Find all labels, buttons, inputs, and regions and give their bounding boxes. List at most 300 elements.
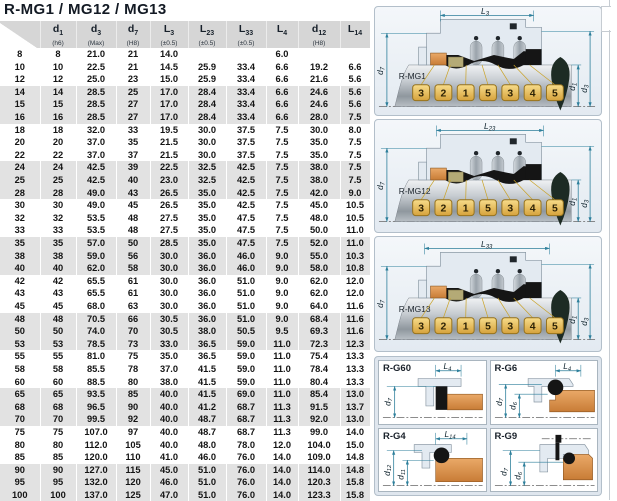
value-cell: 13.7 bbox=[340, 401, 370, 414]
size-cell: 100 bbox=[0, 489, 40, 501]
value-cell: 76.0 bbox=[226, 464, 266, 477]
size-column-header bbox=[0, 21, 40, 48]
column-header: $L_{33}$ (±0.5) bbox=[226, 21, 266, 48]
table-row bbox=[0, 489, 370, 501]
column-header: $L_3$ (±0.5) bbox=[150, 21, 188, 48]
svg-text:L33: L33 bbox=[481, 239, 493, 250]
table-row bbox=[0, 313, 370, 326]
value-cell: 41.2 bbox=[188, 401, 226, 414]
value-cell: 59.0 bbox=[226, 363, 266, 376]
svg-text:d7: d7 bbox=[375, 299, 386, 308]
value-cell: 15.8 bbox=[340, 489, 370, 501]
value-cell: 14.0 bbox=[266, 476, 298, 489]
table-row bbox=[0, 262, 370, 275]
value-cell: 10.5 bbox=[340, 199, 370, 212]
size-cell: 15 bbox=[0, 98, 40, 111]
value-cell: 85.4 bbox=[298, 388, 340, 401]
value-cell: 45.0 bbox=[298, 199, 340, 212]
value-cell: 22.5 bbox=[150, 161, 188, 174]
value-cell: 53.5 bbox=[76, 224, 116, 237]
table-row bbox=[0, 439, 370, 452]
seat-elastomer bbox=[526, 49, 542, 65]
value-cell: 12.0 bbox=[266, 439, 298, 452]
value-cell: 24 bbox=[40, 161, 76, 174]
value-cell: 55.0 bbox=[298, 250, 340, 263]
value-cell: 11.0 bbox=[266, 363, 298, 376]
value-cell: 25.0 bbox=[76, 73, 116, 86]
value-cell: 50 bbox=[116, 237, 150, 250]
value-cell: 33.4 bbox=[226, 73, 266, 86]
table-row bbox=[0, 73, 370, 86]
value-cell: 21.5 bbox=[150, 136, 188, 149]
value-cell: 21 bbox=[116, 61, 150, 74]
value-cell: 127.0 bbox=[76, 464, 116, 477]
seat-elastomer bbox=[526, 282, 542, 298]
svg-text:d3: d3 bbox=[579, 317, 590, 326]
value-cell: 5.6 bbox=[340, 98, 370, 111]
size-cell: 25 bbox=[0, 174, 40, 187]
value-cell: 26.5 bbox=[150, 187, 188, 200]
value-cell: 24.6 bbox=[298, 98, 340, 111]
table-row bbox=[0, 237, 370, 250]
value-cell: 38.0 bbox=[150, 376, 188, 389]
seat-ring bbox=[431, 53, 447, 65]
value-cell: 28.5 bbox=[76, 98, 116, 111]
size-cell: 58 bbox=[0, 363, 40, 376]
part-number-label: 3 bbox=[507, 322, 513, 333]
value-cell: 96.5 bbox=[76, 401, 116, 414]
seat-diagram-drawing-g6 bbox=[491, 361, 598, 424]
value-cell: 41.0 bbox=[150, 451, 188, 464]
value-cell: 6.0 bbox=[266, 48, 298, 61]
size-cell: 20 bbox=[0, 136, 40, 149]
value-cell: 36.0 bbox=[188, 313, 226, 326]
value-cell: 30.5 bbox=[150, 325, 188, 338]
value-cell: 123.3 bbox=[298, 489, 340, 501]
value-cell: 91.5 bbox=[298, 401, 340, 414]
value-cell: 30.0 bbox=[188, 124, 226, 137]
part-number-label: 5 bbox=[485, 89, 491, 100]
value-cell: 6.6 bbox=[340, 61, 370, 74]
value-cell: 69.3 bbox=[298, 325, 340, 338]
value-cell: 27 bbox=[116, 111, 150, 124]
value-cell: 12.0 bbox=[340, 275, 370, 288]
value-cell: 137.0 bbox=[76, 489, 116, 501]
seal-diagram-mg12 bbox=[374, 119, 602, 233]
dim-label-d7: d7 bbox=[498, 467, 509, 476]
table-row bbox=[0, 376, 370, 389]
value-cell: 72.3 bbox=[298, 338, 340, 351]
value-cell: 21.0 bbox=[76, 48, 116, 61]
size-cell: 38 bbox=[0, 250, 40, 263]
dim-label-d6: d6 bbox=[512, 471, 523, 480]
value-cell: 10.8 bbox=[340, 262, 370, 275]
table-row bbox=[0, 363, 370, 376]
svg-text:d1: d1 bbox=[567, 316, 578, 324]
value-cell: 51.0 bbox=[226, 287, 266, 300]
size-cell: 95 bbox=[0, 476, 40, 489]
part-number-label: 3 bbox=[418, 204, 424, 215]
table-row bbox=[0, 149, 370, 162]
size-cell: 53 bbox=[0, 338, 40, 351]
value-cell: 10.5 bbox=[340, 212, 370, 225]
value-cell: 109.0 bbox=[298, 451, 340, 464]
table-row bbox=[0, 300, 370, 313]
value-cell: 33.4 bbox=[226, 111, 266, 124]
svg-text:d3: d3 bbox=[579, 199, 590, 208]
value-cell: 59.0 bbox=[226, 338, 266, 351]
size-cell: 50 bbox=[0, 325, 40, 338]
dim-label-d11: d11 bbox=[395, 469, 406, 480]
value-cell: 7.5 bbox=[340, 174, 370, 187]
value-cell: 46.0 bbox=[226, 250, 266, 263]
value-cell: 114.0 bbox=[298, 464, 340, 477]
table-row bbox=[0, 136, 370, 149]
value-cell: 22 bbox=[40, 149, 76, 162]
table-row bbox=[0, 187, 370, 200]
value-cell: 9.0 bbox=[266, 262, 298, 275]
diagram-name: R-MG13 bbox=[399, 304, 431, 314]
size-cell: 14 bbox=[0, 86, 40, 99]
value-cell: 45.0 bbox=[150, 464, 188, 477]
value-cell: 65.5 bbox=[76, 287, 116, 300]
value-cell: 80 bbox=[40, 439, 76, 452]
value-cell: 15.0 bbox=[150, 73, 188, 86]
value-cell: 14.5 bbox=[150, 61, 188, 74]
size-cell: 65 bbox=[0, 388, 40, 401]
table-row bbox=[0, 124, 370, 137]
value-cell: 68.0 bbox=[76, 300, 116, 313]
value-cell: 6.6 bbox=[266, 111, 298, 124]
part-number-label: 2 bbox=[441, 89, 447, 100]
value-cell: 6.6 bbox=[266, 61, 298, 74]
value-cell: 115 bbox=[116, 464, 150, 477]
value-cell: 25.9 bbox=[188, 61, 226, 74]
value-cell: 38.0 bbox=[298, 174, 340, 187]
value-cell: 43 bbox=[116, 187, 150, 200]
value-cell: 48 bbox=[116, 224, 150, 237]
value-cell: 61 bbox=[116, 275, 150, 288]
value-cell: 6.6 bbox=[266, 98, 298, 111]
value-cell: 57.0 bbox=[76, 237, 116, 250]
value-cell: 37.0 bbox=[150, 363, 188, 376]
value-cell: 30.0 bbox=[150, 287, 188, 300]
value-cell: 7.5 bbox=[340, 136, 370, 149]
value-cell: 14.8 bbox=[340, 464, 370, 477]
value-cell: 92 bbox=[116, 413, 150, 426]
table-row bbox=[0, 98, 370, 111]
value-cell: 97 bbox=[116, 426, 150, 439]
value-cell: 6.6 bbox=[266, 73, 298, 86]
value-cell: 23 bbox=[116, 73, 150, 86]
value-cell: 53 bbox=[40, 338, 76, 351]
value-cell: 75 bbox=[116, 350, 150, 363]
dim-label-l4: L4 bbox=[563, 361, 572, 372]
page-edge bbox=[609, 30, 610, 500]
column-header: $L_4$ bbox=[266, 21, 298, 48]
value-cell: 51.0 bbox=[226, 313, 266, 326]
value-cell: 7.5 bbox=[340, 111, 370, 124]
value-cell: 107.0 bbox=[76, 426, 116, 439]
column-header: $L_{14}$ bbox=[340, 21, 370, 48]
set-screw bbox=[555, 434, 561, 442]
seat-elastomer bbox=[526, 164, 542, 180]
value-cell: 28.4 bbox=[188, 111, 226, 124]
value-cell: 76.0 bbox=[226, 476, 266, 489]
value-cell: 9.0 bbox=[266, 287, 298, 300]
value-cell: 14.0 bbox=[340, 426, 370, 439]
housing-step bbox=[419, 47, 427, 65]
size-cell: 16 bbox=[0, 111, 40, 124]
table-row bbox=[0, 413, 370, 426]
table-row bbox=[0, 401, 370, 414]
value-cell: 21 bbox=[116, 48, 150, 61]
value-cell: 104.0 bbox=[298, 439, 340, 452]
value-cell: 28.0 bbox=[298, 111, 340, 124]
value-cell: 28.4 bbox=[188, 86, 226, 99]
value-cell: 27.5 bbox=[150, 212, 188, 225]
value-cell: 10.3 bbox=[340, 250, 370, 263]
value-cell: 9.0 bbox=[266, 275, 298, 288]
value-cell: 78 bbox=[116, 363, 150, 376]
value-cell: 11.3 bbox=[266, 401, 298, 414]
value-cell: 51.0 bbox=[226, 275, 266, 288]
value-cell: 13.3 bbox=[340, 363, 370, 376]
size-cell: 18 bbox=[0, 124, 40, 137]
value-cell: 30.0 bbox=[150, 250, 188, 263]
o-ring bbox=[563, 452, 575, 464]
value-cell: 30.0 bbox=[188, 149, 226, 162]
value-cell: 75 bbox=[40, 426, 76, 439]
face-ring bbox=[448, 290, 463, 300]
size-cell: 68 bbox=[0, 401, 40, 414]
value-cell: 12.3 bbox=[340, 338, 370, 351]
value-cell: 64.0 bbox=[298, 300, 340, 313]
value-cell: 7.5 bbox=[266, 161, 298, 174]
value-cell: 120.3 bbox=[298, 476, 340, 489]
diagram-name: R-MG12 bbox=[399, 186, 431, 196]
table-row bbox=[0, 287, 370, 300]
value-cell: 58 bbox=[40, 363, 76, 376]
table-row bbox=[0, 476, 370, 489]
value-cell: 42.0 bbox=[298, 187, 340, 200]
value-cell: 62.0 bbox=[76, 262, 116, 275]
value-cell: 7.5 bbox=[266, 187, 298, 200]
value-cell: 26.5 bbox=[150, 199, 188, 212]
value-cell: 14 bbox=[40, 86, 76, 99]
value-cell: 69.0 bbox=[226, 388, 266, 401]
value-cell: 75.4 bbox=[298, 350, 340, 363]
value-cell: 88.5 bbox=[76, 376, 116, 389]
part-number-label: 1 bbox=[463, 89, 469, 100]
seat-diagram-drawing-g9 bbox=[491, 429, 598, 492]
column-header: $d_{12}$ (H8) bbox=[298, 21, 340, 48]
column-header: $L_{23}$ (±0.5) bbox=[188, 21, 226, 48]
value-cell: 9.0 bbox=[266, 250, 298, 263]
value-cell: 45 bbox=[116, 199, 150, 212]
value-cell: 14.0 bbox=[150, 48, 188, 61]
value-cell: 59.0 bbox=[226, 350, 266, 363]
value-cell: 37.5 bbox=[226, 136, 266, 149]
size-cell: 35 bbox=[0, 237, 40, 250]
seat-ring bbox=[431, 286, 447, 298]
value-cell: 45 bbox=[40, 300, 76, 313]
value-cell: 50.5 bbox=[226, 325, 266, 338]
value-cell: 46.0 bbox=[150, 476, 188, 489]
value-cell: 51.0 bbox=[226, 300, 266, 313]
value-cell: 99.5 bbox=[76, 413, 116, 426]
value-cell: 66 bbox=[116, 313, 150, 326]
value-cell: 9.0 bbox=[266, 313, 298, 326]
part-number-label: 5 bbox=[552, 322, 558, 333]
size-cell: 80 bbox=[0, 439, 40, 452]
value-cell: 58.0 bbox=[298, 262, 340, 275]
value-cell: 37.0 bbox=[76, 149, 116, 162]
value-cell: 40 bbox=[40, 262, 76, 275]
seat-diagram-g60 bbox=[378, 360, 487, 425]
value-cell: 8 bbox=[40, 48, 76, 61]
seat-diagram-g6 bbox=[490, 360, 599, 425]
value-cell: 36.0 bbox=[188, 250, 226, 263]
value-cell: 40.0 bbox=[150, 426, 188, 439]
value-cell: 40 bbox=[116, 174, 150, 187]
diagram-name: R-MG1 bbox=[399, 71, 426, 81]
value-cell: 32.5 bbox=[188, 174, 226, 187]
value-cell: 10 bbox=[40, 61, 76, 74]
value-cell: 85 bbox=[40, 451, 76, 464]
value-cell: 61 bbox=[116, 287, 150, 300]
value-cell: 50.0 bbox=[298, 224, 340, 237]
value-cell: 40.0 bbox=[150, 388, 188, 401]
svg-text:L23: L23 bbox=[484, 121, 496, 132]
size-cell: 28 bbox=[0, 187, 40, 200]
value-cell: 30 bbox=[40, 199, 76, 212]
value-cell: 30.0 bbox=[150, 300, 188, 313]
value-cell: 74.0 bbox=[76, 325, 116, 338]
value-cell: 42.5 bbox=[226, 161, 266, 174]
value-cell: 33.4 bbox=[226, 61, 266, 74]
value-cell: 7.5 bbox=[266, 136, 298, 149]
value-cell: 15.8 bbox=[340, 476, 370, 489]
value-cell: 25 bbox=[40, 174, 76, 187]
seat-variants-box bbox=[374, 356, 602, 496]
value-cell: 78.4 bbox=[298, 363, 340, 376]
value-cell: 13.3 bbox=[340, 350, 370, 363]
column-header: $d_1$ (h6) bbox=[40, 21, 76, 48]
value-cell: 33 bbox=[40, 224, 76, 237]
value-cell bbox=[298, 48, 340, 61]
column-header: $d_3$ (Max) bbox=[76, 21, 116, 48]
value-cell: 11.6 bbox=[340, 325, 370, 338]
value-cell: 132.0 bbox=[76, 476, 116, 489]
value-cell: 11.0 bbox=[266, 338, 298, 351]
table-row bbox=[0, 426, 370, 439]
size-cell: 75 bbox=[0, 426, 40, 439]
value-cell: 85.5 bbox=[76, 363, 116, 376]
value-cell: 35.0 bbox=[150, 350, 188, 363]
value-cell: 5.6 bbox=[340, 86, 370, 99]
table-row bbox=[0, 451, 370, 464]
value-cell: 33.4 bbox=[226, 86, 266, 99]
value-cell: 21.6 bbox=[298, 73, 340, 86]
value-cell: 7.5 bbox=[266, 224, 298, 237]
face-ring bbox=[448, 172, 463, 182]
value-cell: 36.5 bbox=[188, 350, 226, 363]
value-cell: 48 bbox=[116, 212, 150, 225]
value-cell: 73 bbox=[116, 338, 150, 351]
value-cell: 35.0 bbox=[298, 149, 340, 162]
value-cell: 68.7 bbox=[226, 401, 266, 414]
value-cell: 7.5 bbox=[266, 199, 298, 212]
value-cell: 51.0 bbox=[188, 476, 226, 489]
page-title: R-MG1 / MG12 / MG13 bbox=[4, 1, 167, 18]
value-cell: 36.0 bbox=[188, 275, 226, 288]
value-cell: 25.9 bbox=[188, 73, 226, 86]
value-cell: 33.0 bbox=[150, 338, 188, 351]
value-cell: 70 bbox=[116, 325, 150, 338]
column-header: $d_7$ (H8) bbox=[116, 21, 150, 48]
value-cell: 28 bbox=[40, 187, 76, 200]
value-cell: 81.0 bbox=[76, 350, 116, 363]
value-cell: 62.0 bbox=[298, 287, 340, 300]
table-row bbox=[0, 174, 370, 187]
page-edge-notch bbox=[601, 6, 611, 32]
value-cell: 38.0 bbox=[188, 325, 226, 338]
value-cell: 11.0 bbox=[266, 350, 298, 363]
value-cell: 14.8 bbox=[340, 451, 370, 464]
value-cell: 7.5 bbox=[266, 149, 298, 162]
value-cell: 30.0 bbox=[150, 262, 188, 275]
seat-diagram-g4 bbox=[378, 428, 487, 493]
value-cell: 21.5 bbox=[150, 149, 188, 162]
value-cell: 46.0 bbox=[188, 451, 226, 464]
table-row bbox=[0, 61, 370, 74]
value-cell: 11.0 bbox=[340, 224, 370, 237]
value-cell: 30.0 bbox=[298, 124, 340, 137]
value-cell: 17.0 bbox=[150, 86, 188, 99]
value-cell: 42.5 bbox=[226, 174, 266, 187]
value-cell: 28.5 bbox=[150, 237, 188, 250]
value-cell: 9.0 bbox=[266, 300, 298, 313]
table-row bbox=[0, 86, 370, 99]
value-cell: 35.0 bbox=[188, 224, 226, 237]
svg-text:d7: d7 bbox=[375, 66, 386, 75]
value-cell bbox=[226, 48, 266, 61]
value-cell: 42.5 bbox=[226, 199, 266, 212]
table-row bbox=[0, 388, 370, 401]
table-row bbox=[0, 161, 370, 174]
value-cell: 28.4 bbox=[188, 98, 226, 111]
value-cell: 11.3 bbox=[266, 426, 298, 439]
value-cell: 51.0 bbox=[188, 489, 226, 501]
part-number-label: 5 bbox=[552, 89, 558, 100]
value-cell: 40.0 bbox=[150, 401, 188, 414]
housing-step bbox=[419, 280, 427, 298]
part-number-label: 4 bbox=[530, 322, 536, 333]
value-cell: 8.0 bbox=[340, 124, 370, 137]
value-cell: 78.5 bbox=[76, 338, 116, 351]
value-cell: 62.0 bbox=[298, 275, 340, 288]
value-cell: 19.5 bbox=[150, 124, 188, 137]
value-cell: 13.0 bbox=[340, 413, 370, 426]
value-cell: 40.0 bbox=[150, 413, 188, 426]
size-cell: 90 bbox=[0, 464, 40, 477]
table-row bbox=[0, 350, 370, 363]
seat-diagram-g9 bbox=[490, 428, 599, 493]
value-cell: 37.5 bbox=[226, 124, 266, 137]
seat-diagram-label: R-G6 bbox=[495, 363, 518, 374]
size-cell: 12 bbox=[0, 73, 40, 86]
